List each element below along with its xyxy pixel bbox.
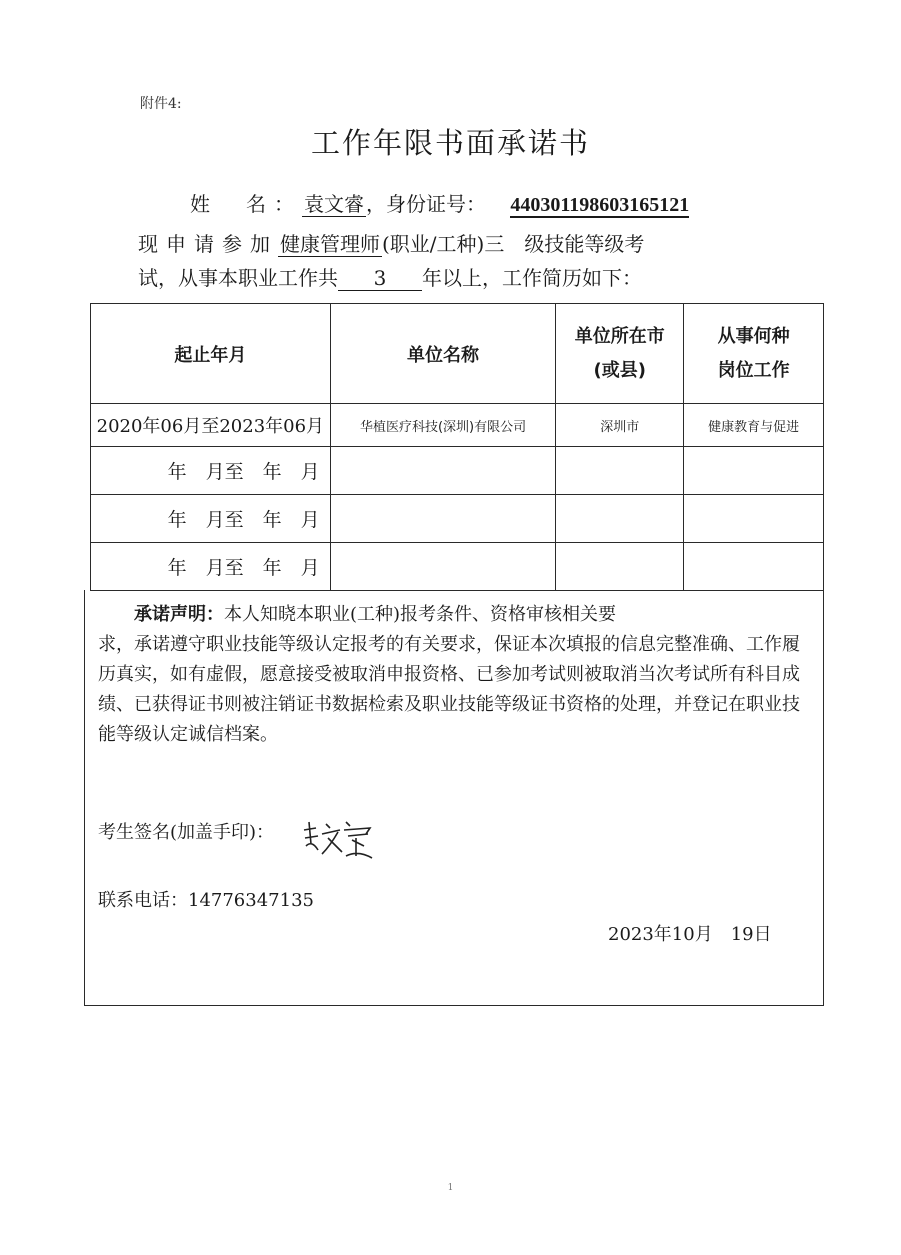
row-period: 年 月至 年 月 bbox=[91, 495, 331, 543]
row-city bbox=[556, 543, 684, 591]
declaration-text bbox=[98, 600, 808, 750]
row-period: 年 月至 年 月 bbox=[91, 543, 331, 591]
header-job bbox=[684, 304, 824, 404]
row-job: 健康教育与促进 bbox=[684, 404, 824, 447]
declaration-line1: 本人知晓本职业(工种)报考条件、资格审核相关要 bbox=[224, 604, 617, 625]
sign-label: 考生签名(加盖手印)： bbox=[98, 822, 275, 843]
table-row bbox=[91, 495, 824, 543]
id-number: 440301198603165121 bbox=[510, 194, 690, 216]
work-history-table bbox=[90, 303, 824, 591]
row-job bbox=[684, 495, 824, 543]
years-line bbox=[138, 262, 642, 291]
table-row bbox=[91, 543, 824, 591]
row-city: 深圳市 bbox=[556, 404, 684, 447]
table-header-row bbox=[91, 304, 824, 404]
row-unit bbox=[330, 543, 556, 591]
row-job bbox=[684, 543, 824, 591]
row-unit bbox=[330, 447, 556, 495]
occupation: 健康管理师 bbox=[280, 232, 380, 256]
handwritten-signature bbox=[300, 816, 380, 864]
page-number: 1 bbox=[447, 1183, 454, 1193]
page-title: 工作年限书面承诺书 bbox=[310, 126, 590, 160]
applicant-line bbox=[190, 188, 689, 217]
years-prefix: 试，从事本职业工作共 bbox=[138, 266, 338, 290]
apply-middle: (职业/工种)三 级技能等级考 bbox=[382, 232, 645, 256]
sign-date: 2023年10月 19日 bbox=[608, 924, 772, 945]
declaration-body: 求，承诺遵守职业技能等级认定报考的有关要求，保证本次填报的信息完整准确、工作履历真实，如有虚假，愿意接受被取消申报资格、已参加考试则被取消当次考试所有科目成绩、已获得证书则被注销证书数据检索及职业技能等级证书资格的处理，并登记在职业技能等级认定诚信档案。 bbox=[98, 634, 800, 745]
declaration-label: 承诺声明： bbox=[134, 604, 224, 625]
apply-line bbox=[138, 228, 644, 257]
name-label: 姓 名： bbox=[190, 192, 302, 216]
row-city bbox=[556, 447, 684, 495]
years-value: 3 bbox=[338, 266, 422, 291]
years-suffix: 年以上，工作简历如下： bbox=[422, 266, 642, 290]
row-period: 年 月至 年 月 bbox=[91, 447, 331, 495]
row-unit: 华植医疗科技(深圳)有限公司 bbox=[330, 404, 556, 447]
header-city bbox=[556, 304, 684, 404]
row-job bbox=[684, 447, 824, 495]
declaration-box bbox=[84, 590, 824, 1006]
id-label: ，身份证号： bbox=[366, 192, 486, 216]
applicant-name: 袁文睿 bbox=[304, 192, 364, 216]
header-job-line2: 岗位工作 bbox=[717, 359, 790, 381]
phone-line bbox=[98, 886, 314, 912]
header-job-line1: 从事何种 bbox=[717, 325, 790, 347]
header-city-line2: (或县) bbox=[593, 359, 646, 381]
phone-number: 14776347135 bbox=[188, 890, 314, 911]
header-unit: 单位名称 bbox=[330, 304, 556, 404]
header-city-line1: 单位所在市 bbox=[574, 325, 665, 347]
table-row bbox=[91, 447, 824, 495]
table-row bbox=[91, 404, 824, 447]
row-period: 2020年06月至2023年06月 bbox=[91, 404, 331, 447]
apply-prefix: 现申请参加 bbox=[138, 232, 278, 256]
row-unit bbox=[330, 495, 556, 543]
row-city bbox=[556, 495, 684, 543]
phone-label: 联系电话： bbox=[98, 890, 188, 911]
header-period: 起止年月 bbox=[91, 304, 331, 404]
attachment-label: 附件4: bbox=[140, 96, 182, 112]
